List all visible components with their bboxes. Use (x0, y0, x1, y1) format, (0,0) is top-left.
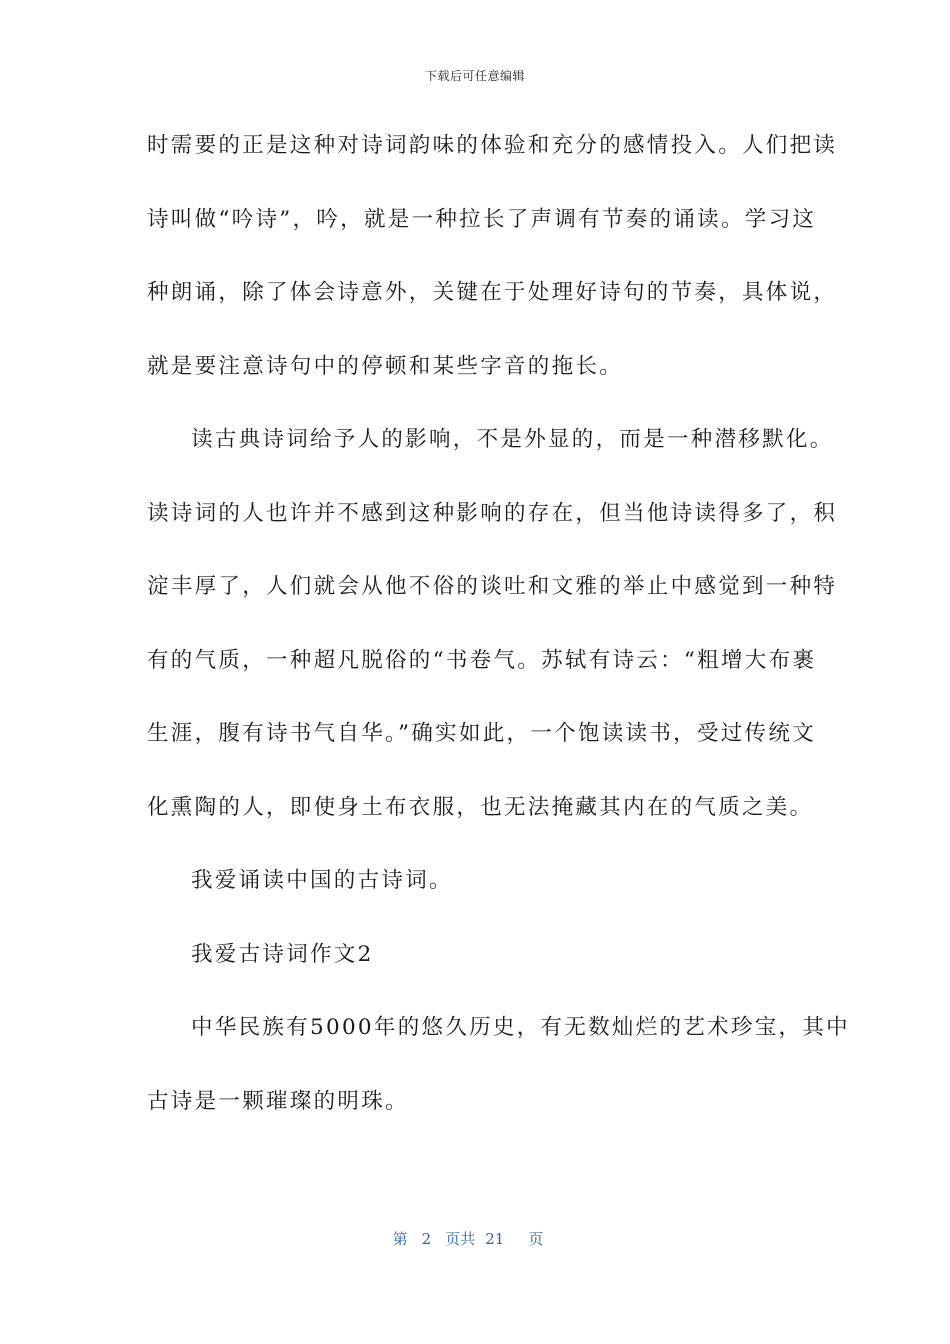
body-line: 古诗是一颗璀璨的明珠。 (147, 1088, 409, 1114)
body-line: 就是要注意诗句中的停顿和某些字音的拖长。 (147, 353, 624, 379)
body-line: 读诗词的人也许并不感到这种影响的存在，但当他诗读得多了，积 (147, 500, 838, 526)
body-line: 化熏陶的人，即使身土布衣服，也无法掩藏其内在的气质之美。 (147, 794, 814, 820)
header-note: 下载后可任意编辑 (424, 69, 525, 83)
document-body (147, 128, 850, 1157)
body-line: 诗叫做“吟诗”，吟，就是一种拉长了声调有节奏的诵读。学习这 (147, 206, 817, 232)
body-line: 时需要的正是这种对诗词韵味的体验和充分的感情投入。人们把读 (147, 133, 838, 158)
body-line: 淀丰厚了，人们就会从他不俗的谈吐和文雅的举止中感觉到一种特 (147, 574, 838, 599)
page-number-footer (0, 1228, 950, 1249)
body-line: 生涯，腹有诗书气自华。”确实如此，一个饱读读书，受过传统文 (147, 721, 816, 746)
body-line: 种朗诵，除了体会诗意外，关键在于处理好诗句的节奏，具体说， (147, 280, 838, 305)
body-line: 我爱诵读中国的古诗词。 (191, 868, 453, 893)
page-suffix: 页 (528, 1230, 544, 1248)
body-line: 中华民族有5000年的悠久历史，有无数灿烂的艺术珍宝，其中 (191, 1015, 850, 1040)
body-line: 有的气质，一种超凡脱俗的“书卷气。苏轼有诗云：“粗增大布裹 (147, 647, 817, 673)
page-prefix: 第 (392, 1230, 408, 1248)
total-page-count: 21 (485, 1230, 505, 1248)
page-mid-label: 页共 (445, 1230, 476, 1248)
section-heading: 我爱古诗词作文2 (191, 941, 374, 967)
body-line: 读古典诗词给予人的影响，不是外显的，而是一种潜移默化。 (191, 427, 834, 452)
current-page-number: 2 (421, 1230, 432, 1248)
